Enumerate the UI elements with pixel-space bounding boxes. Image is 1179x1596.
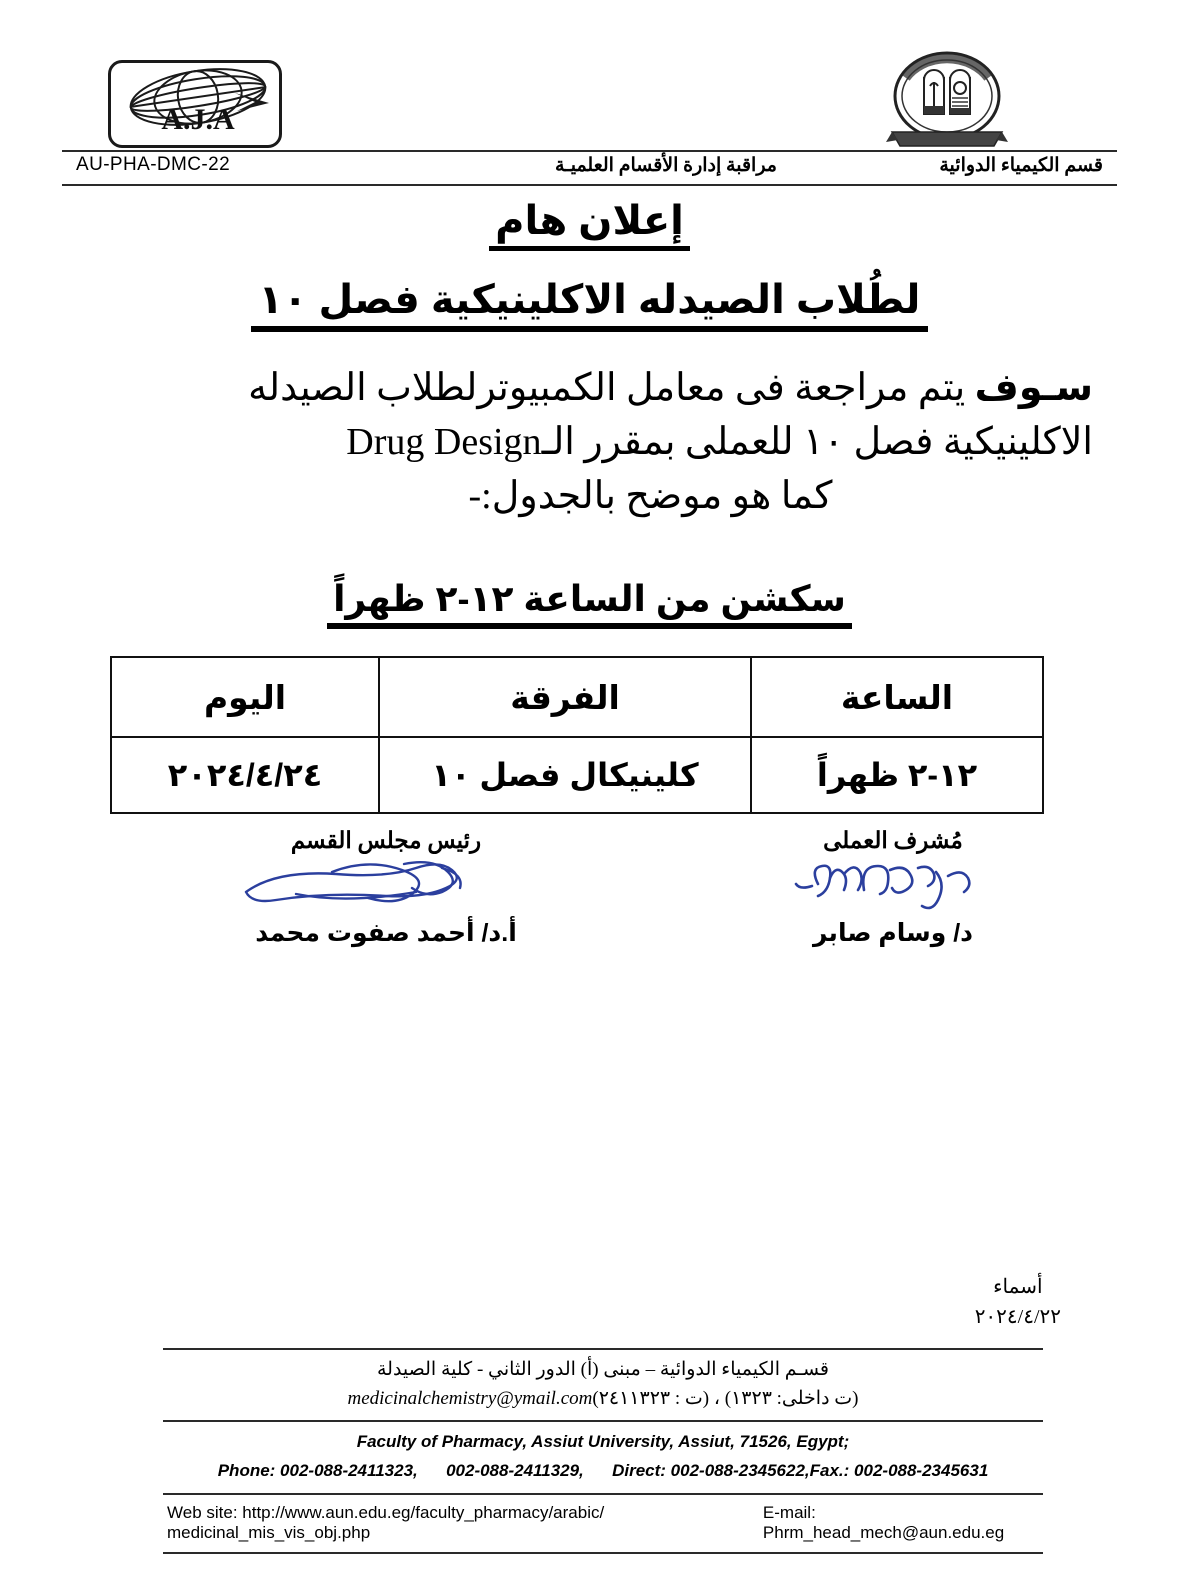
supervisor-role-label: مُشرف العملى bbox=[823, 828, 963, 853]
audience-title-text: لطُلاب الصيدله الاكلينيكية فصل ١٠ bbox=[251, 278, 929, 332]
university-seal-logo bbox=[884, 48, 1010, 156]
schedule-table bbox=[110, 656, 1044, 814]
body-line3-text: كما هو موضح بالجدول:- bbox=[468, 474, 833, 517]
footer-phones-en: Phone: 002-088-2411323, 002-088-2411329, Direct: 002-088-2345622,Fax.: 002-088-2345631 bbox=[217, 1460, 989, 1480]
aja-globe-icon bbox=[117, 63, 279, 139]
body-strong-word: سـوف bbox=[974, 367, 1093, 409]
signature-block-head bbox=[216, 828, 556, 948]
footer-address-block bbox=[163, 1350, 1043, 1420]
column-header-day: اليوم bbox=[111, 657, 379, 737]
course-name-text: Drug Design bbox=[346, 420, 542, 463]
cell-day: ٢٠٢٤/٤/٢٤ bbox=[111, 737, 379, 813]
header-logos bbox=[0, 48, 1179, 148]
bottom-note-name: أسماء bbox=[993, 1276, 1043, 1298]
footer-phone-ar: (ت داخلى: ١٣٢٣) ، (ت : ٢٤١١٣٢٣) bbox=[592, 1388, 859, 1410]
header-meta-row bbox=[62, 152, 1117, 184]
bottom-note bbox=[975, 1272, 1061, 1332]
seal-icon bbox=[884, 48, 1010, 156]
section-heading-text: سكشن من الساعة ١٢-٢ ظهراً bbox=[327, 578, 852, 629]
svg-text:A.J.A: A.J.A bbox=[161, 103, 235, 136]
section-heading bbox=[0, 578, 1179, 620]
footer-email-ar[interactable]: medicinalchemistry@ymail.com bbox=[347, 1388, 593, 1410]
header-divider-bottom bbox=[62, 184, 1117, 186]
supervisor-name-label: د/ وسام صابر bbox=[813, 919, 973, 947]
table-row bbox=[111, 737, 1043, 813]
footer-address-ar: قسـم الكيمياء الدوائية – مبنى (أ) الدور الثاني - كلية الصيدلة bbox=[376, 1359, 829, 1380]
body-line2-text: الاكلينيكية فصل ١٠ للعملى بمقرر الـ bbox=[541, 420, 1093, 463]
column-header-time: الساعة bbox=[751, 657, 1043, 737]
body-line2 bbox=[88, 416, 1093, 470]
audience-title bbox=[0, 277, 1179, 323]
header-admin-label: مراقبة إدارة الأقسام العلميـة bbox=[554, 155, 777, 176]
cell-group: كلينيكال فصل ١٠ bbox=[379, 737, 751, 813]
footer-divider-4 bbox=[163, 1552, 1043, 1554]
announcement-title-text: إعلان هام bbox=[489, 199, 690, 251]
footer-contact-block bbox=[163, 1422, 1043, 1493]
footer-email-ar-line bbox=[163, 1384, 1043, 1413]
announcement-body bbox=[88, 362, 1093, 524]
footer-website-link[interactable]: Web site: http://www.aun.edu.eg/faculty_pharmacy/arabic/ medicinal_mis_vis_obj.php bbox=[167, 1502, 605, 1542]
bottom-note-date: ٢٠٢٤/٤/٢٢ bbox=[974, 1306, 1061, 1328]
aja-logo bbox=[108, 60, 282, 148]
supervisor-signature-ink bbox=[723, 854, 1063, 916]
footer-web-block bbox=[163, 1495, 1043, 1552]
footer-faculty-en: Faculty of Pharmacy, Assiut University, Assiut, 71526, Egypt; bbox=[356, 1431, 850, 1451]
announcement-title bbox=[0, 198, 1179, 244]
cell-time: ١٢-٢ ظهراً bbox=[751, 737, 1043, 813]
handwritten-signature-icon bbox=[778, 854, 1008, 916]
signature-block-supervisor bbox=[723, 828, 1063, 948]
handwritten-signature-icon bbox=[236, 854, 536, 916]
body-line1-text: يتم مراجعة فى معامل الكمبيوترلطلاب الصيدله bbox=[248, 367, 975, 409]
footer-email-en[interactable]: E-mail: Phrm_head_mech@aun.edu.eg bbox=[762, 1502, 1005, 1542]
table-header-row bbox=[111, 657, 1043, 737]
head-role-label: رئيس مجلس القسم bbox=[290, 828, 482, 853]
document-code-label: AU-PHA-DMC-22 bbox=[76, 154, 231, 175]
page-footer bbox=[163, 1348, 1043, 1554]
head-name-label: أ.د/ أحمد صفوت محمد bbox=[255, 919, 517, 947]
header-department-label: قسم الكيمياء الدوائية bbox=[939, 155, 1103, 176]
column-header-group: الفرقة bbox=[379, 657, 751, 737]
head-signature-ink bbox=[216, 854, 556, 916]
